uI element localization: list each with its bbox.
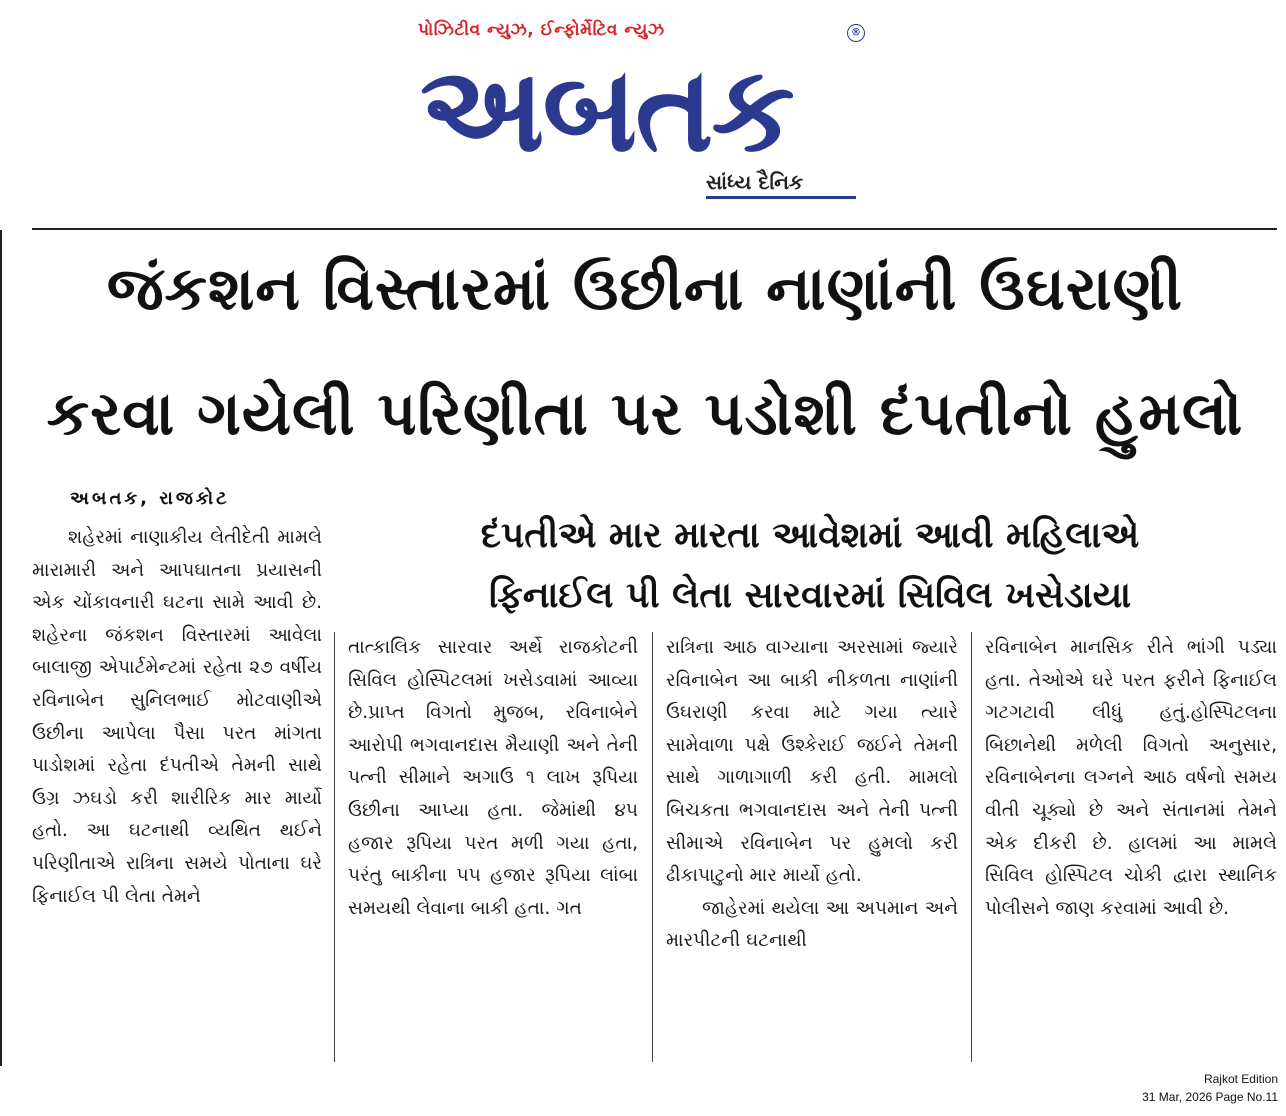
deck-line-2: ફિનાઈલ પી લેતા સારવારમાં સિવિલ ખસેડાયા [488,575,1132,616]
column-divider [652,632,653,1062]
headline-line-2: કરવા ગયેલી પરિણીતા પર પડોશી દંપતીનો હુમલો [46,379,1244,449]
top-divider [32,228,1277,230]
left-divider [0,230,2,1066]
article-column-3 [666,632,958,1062]
deck-line-1: દંપતીએ માર મારતા આવેશમાં આવી મહિલાએ [480,515,1140,556]
masthead [0,0,1286,212]
column-1-text: શહેરમાં નાણાકીય લેતીદેતી મામલે મારામારી અને આપઘાતના પ્રયાસની એક ચોંકાવનારી ઘટના સામે આવી છે. શહેરના જંકશન વિસ્તારમાં આવેલા બાલાજી એપાર્ટમેન્ટમાં રહેતા ૨૭ વર્ષીય રવિનાબેન સુનિલભાઈ મોટવાણીએ ઉછીના આપેલા પૈસા પરત માંગતા પાડોશમાં રહેતા દંપતીએ તેમની સાથે ઉગ્ર ઝઘડો કરી શારીરિક માર માર્યો હતો. આ ઘટનાથી વ્યથિત થઈને પરિણીતાએ રાત્રિના સમયે પોતાના ઘરે ફિનાઈલ પી લેતા તેમને [32,527,322,907]
headline-line-1: જંકશન વિસ્તારમાં ઉછીના નાણાંની ઉઘરાણી [106,254,1184,324]
column-2-text: તાત્કાલિક સારવાર અર્થે રાજકોટની સિવિલ હોસ્પિટલમાં ખસેડવામાં આવ્યા છે.પ્રાપ્ત વિગતો મુજબ, રવિનાબેને આરોપી ભગવાનદાસ મૈયાણી અને તેની પત્ની સીમાને અગાઉ ૧ લાખ રૂપિયા ઉછીના આપ્યા હતા. જેમાંથી ૪૫ હજાર રૂપિયા પરત મળી ગયા હતા, પરંતુ બાકીના ૫૫ હજાર રૂપિયા લાંબા સમયથી લેવાના બાકી હતા. ગત [348,637,638,919]
article-column-4 [985,632,1277,1062]
column-3-text: રાત્રિના આઠ વાગ્યાના અરસામાં જ્યારે રવિનાબેન આ બાકી નીકળતા નાણાંની ઉઘરાણી કરવા માટે ગયા ત્યારે સામેવાળા પક્ષે ઉશ્કેરાઈ જઈને તેમની સાથે ગાળાગાળી કરી હતી. મામલો બિચકતા ભગવાનદાસ અને તેની પત્ની સીમાએ રવિનાબેન પર હુમલો કરી ઢીકાપાટુનો માર માર્યો હતો. [666,637,958,887]
column-divider [971,632,972,1062]
edition-name: Rajkot Edition [1203,1072,1278,1086]
article-column-1 [32,522,322,1067]
article-column-2 [348,632,638,1062]
masthead-tagline: પોઝિટીવ ન્યુઝ, ઈન્ફોર્મેટિવ ન્યુઝ [418,20,665,40]
masthead-subtitle: સાંધ્ય દૈનિક [706,170,804,194]
column-4-text: રવિનાબેન માનસિક રીતે ભાંગી પડ્યા હતા. તેઓએ ઘરે પરત ફરીને ફિનાઈલ ગટગટાવી લીધું હતું.હોસ્પિટલના બિછાનેથી મળેલી વિગતો અનુસાર, રવિનાબેનના લગ્નને આઠ વર્ષનો સમય વીતી ચૂક્યો છે અને સંતાનમાં તેમને એક દીકરી છે. હાલમાં આ મામલે સિવિલ હોસ્પિટલ ચોકી દ્વારા સ્થાનિક પોલીસને જાણ કરવામાં આવી છે. [985,637,1277,919]
column-divider [334,632,335,1062]
edition-info [1078,1070,1278,1106]
registered-mark: ® [847,24,865,42]
subtitle-underline [706,196,856,199]
column-3-paragraph-2: જાહેરમાં થયેલા આ અપમાન અને મારપીટની ઘટનાથી [666,897,958,952]
edition-date-page: 31 Mar, 2026 Page No.11 [1142,1090,1278,1104]
newspaper-logo: અબતક [420,44,793,174]
dateline: અબતક, રાજકોટ [70,488,230,509]
